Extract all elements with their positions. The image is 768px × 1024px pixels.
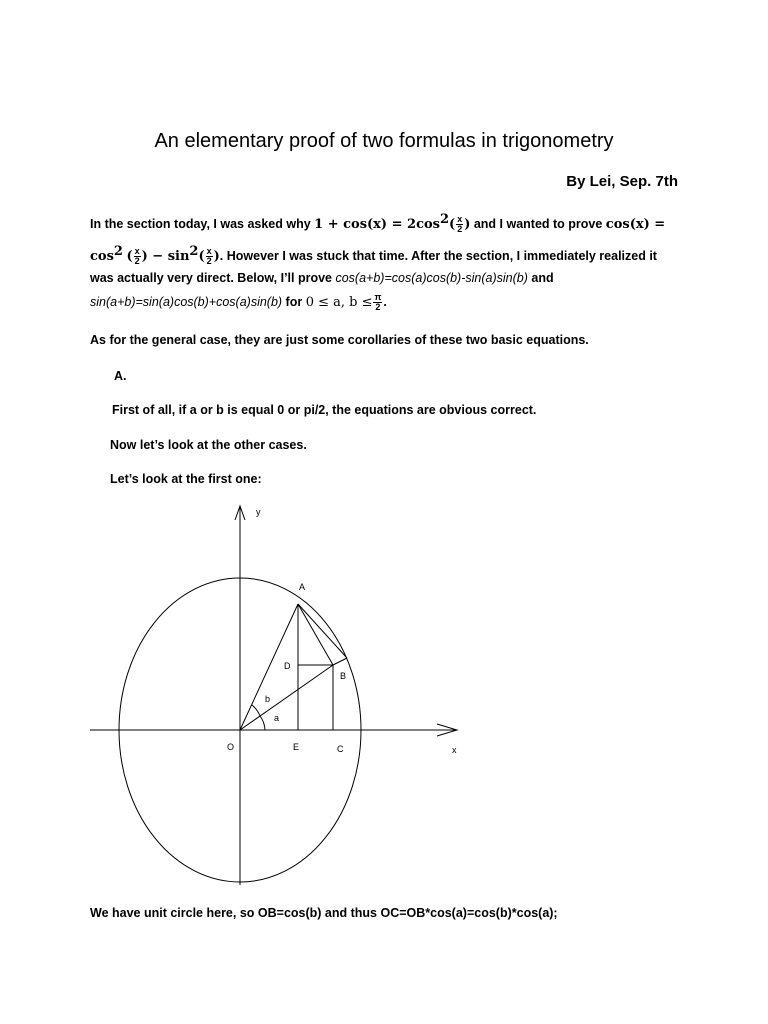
intro-text: and I wanted to prove: [470, 217, 606, 232]
intro-text: . However I was stuck that time. After the section, I immediately realized it: [219, 249, 657, 264]
angle-a-label: a: [274, 713, 280, 723]
cos-formula: cos(x) =: [605, 217, 666, 233]
x-axis-label: x: [452, 745, 457, 755]
angle-b-arc: [252, 705, 260, 716]
fraction: $\frac{x}{2}$: [206, 246, 212, 267]
other-cases-paragraph: Now let’s look at the other cases.: [110, 438, 307, 452]
cos-term: cos: [90, 249, 114, 265]
sin-sum-formula: sin(a+b)=sin(a)cos(b)+cos(a)sin(b): [90, 295, 283, 309]
segment-b-circle: [333, 658, 347, 665]
general-case-paragraph: As for the general case, they are just some corollaries of these two basic equations.: [90, 333, 589, 347]
intro-line-4: sin(a+b)=sin(a)cos(b)+cos(a)sin(b) for 0 ≤ a, b ≤ $\frac{\pi}{2}$ .: [90, 292, 387, 313]
point-e-label: E: [293, 742, 300, 752]
point-c-label: C: [337, 744, 344, 754]
intro-line-1: In the section today, I was asked why $1 + \cos(x) = 2\cos^2$( $\frac{x}{2}$ ) and I wanted to prove cos(x) =: [90, 212, 666, 235]
intro-text: for: [282, 295, 306, 309]
point-b-label: B: [340, 671, 347, 681]
fraction: $\frac{\pi}{2}$: [374, 292, 382, 313]
fraction: $\frac{x}{2}$: [134, 246, 140, 267]
intro-text: In the section today, I was asked why: [90, 217, 315, 232]
unit-circle-figure: [80, 500, 480, 900]
angle-a-arc: [260, 716, 265, 730]
section-heading-a: A.: [114, 369, 127, 383]
range-formula: 0 ≤ a, b ≤: [305, 295, 373, 310]
intro-text: and: [527, 271, 554, 285]
sin-term: − sin: [147, 249, 190, 265]
first-case-paragraph: Let’s look at the first one:: [110, 472, 262, 486]
cos-sum-formula: cos(a+b)=cos(a)cos(b)-sin(a)sin(b): [335, 271, 528, 285]
angle-b-label: b: [265, 694, 271, 704]
segment-ob: [240, 665, 333, 730]
origin-label: O: [227, 742, 235, 752]
author-line: By Lei, Sep. 7th: [566, 173, 678, 190]
point-a-label: A: [299, 582, 306, 592]
segment-ab: [298, 604, 333, 665]
intro-line-2: $\cos^2$ ( $\frac{x}{2}$ ) − $\sin^2$( $\frac{x}{2}$ ). However I was stuck that time. After the section, I immediately realized it: [90, 244, 657, 267]
segment-a-tangent: [298, 604, 347, 658]
point-d-label: D: [284, 661, 291, 671]
document-title: An elementary proof of two formulas in trigonometry: [154, 130, 614, 152]
y-axis-label: y: [256, 507, 261, 517]
obvious-case-paragraph: First of all, if a or b is equal 0 or pi/2, the equations are obvious correct.: [112, 403, 537, 417]
fraction: $\frac{x}{2}$: [457, 214, 463, 235]
intro-text: was actually very direct. Below, I’ll prove: [90, 271, 336, 285]
intro-line-3: [90, 268, 680, 288]
identity-formula: 1 + cos(x) = 2cos: [314, 217, 440, 233]
conclusion-paragraph: We have unit circle here, so OB=cos(b) and thus OC=OB*cos(a)=cos(b)*cos(a);: [90, 906, 558, 920]
